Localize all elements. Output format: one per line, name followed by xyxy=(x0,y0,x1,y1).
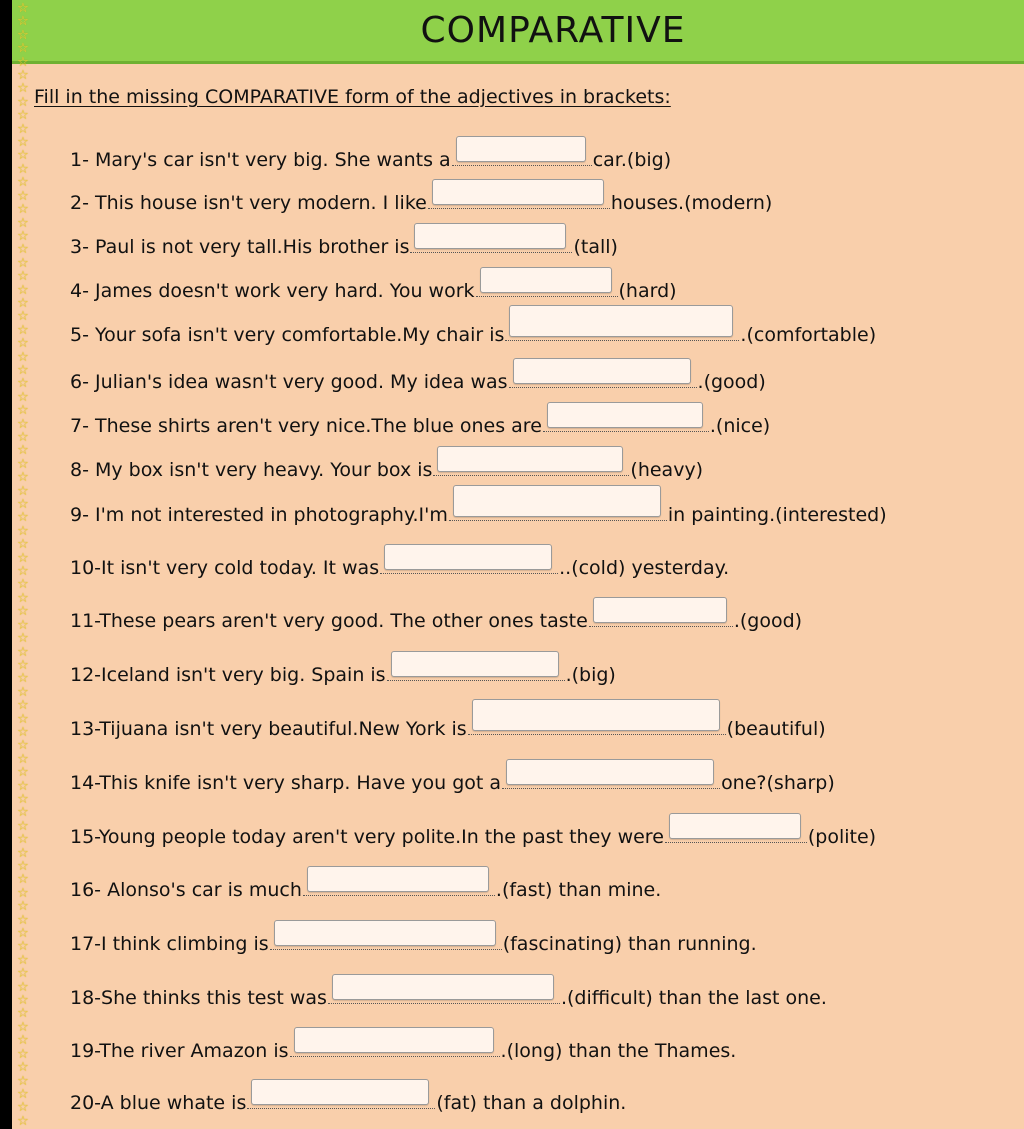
star-icon: ☆ xyxy=(17,27,29,43)
star-icon: ☆ xyxy=(17,805,29,821)
star-icon: ☆ xyxy=(17,443,29,459)
worksheet-page xyxy=(12,0,1024,1129)
answer-input[interactable] xyxy=(513,358,691,384)
exercise-item xyxy=(70,365,766,394)
answer-blank xyxy=(303,873,495,896)
star-icon: ☆ xyxy=(17,121,29,137)
star-icon: ☆ xyxy=(17,497,29,513)
answer-blank xyxy=(433,453,629,476)
star-icon: ☆ xyxy=(17,175,29,191)
item-prompt: 2- This house isn't very modern. I like xyxy=(70,192,427,214)
item-hint: .(big) xyxy=(565,664,616,686)
exercise-item xyxy=(70,230,618,259)
item-prompt: 9- I'm not interested in photography.I'm xyxy=(70,504,448,526)
answer-blank xyxy=(509,365,697,388)
answer-blank xyxy=(410,230,572,253)
star-icon: ☆ xyxy=(17,952,29,968)
answer-input[interactable] xyxy=(432,179,604,205)
star-icon: ☆ xyxy=(17,1073,29,1089)
star-icon: ☆ xyxy=(17,148,29,164)
exercise-item xyxy=(70,658,616,687)
item-prompt: 11-These pears aren't very good. The other ones taste xyxy=(70,610,588,632)
item-hint: (polite) xyxy=(807,826,877,848)
star-icon: ☆ xyxy=(17,349,29,365)
star-icon: ☆ xyxy=(17,430,29,445)
exercise-item xyxy=(70,274,677,303)
item-prompt: 3- Paul is not very tall.His brother is xyxy=(70,236,410,258)
star-icon: ☆ xyxy=(17,403,29,419)
item-prompt: 12-Iceland isn't very big. Spain is xyxy=(70,664,386,686)
star-icon: ☆ xyxy=(17,537,29,553)
star-icon: ☆ xyxy=(17,416,29,432)
star-icon: ☆ xyxy=(17,738,29,754)
answer-blank xyxy=(476,274,618,297)
item-prompt: 1- Mary's car isn't very big. She wants a xyxy=(70,149,451,171)
star-icon: ☆ xyxy=(17,322,29,338)
star-icon: ☆ xyxy=(17,979,29,995)
star-icon: ☆ xyxy=(17,604,29,620)
answer-input[interactable] xyxy=(414,223,566,249)
star-icon: ☆ xyxy=(17,993,29,1009)
star-icon: ☆ xyxy=(17,510,29,526)
exercise-item xyxy=(70,143,671,172)
item-hint: .(long) than the Thames. xyxy=(500,1040,737,1062)
answer-blank xyxy=(449,498,667,521)
star-icon: ☆ xyxy=(17,845,29,861)
star-icon: ☆ xyxy=(17,1,29,16)
item-hint: .(fast) than mine. xyxy=(495,879,662,901)
item-prompt: 7- These shirts aren't very nice.The blue ones are xyxy=(70,415,542,437)
star-icon: ☆ xyxy=(17,617,29,633)
star-icon: ☆ xyxy=(17,818,29,834)
star-icon: ☆ xyxy=(17,885,29,901)
item-hint: ..(cold) yesterday. xyxy=(559,557,730,579)
star-icon: ☆ xyxy=(17,161,29,177)
star-icon: ☆ xyxy=(17,242,29,258)
exercise-item xyxy=(70,820,876,849)
item-hint: (beautiful) xyxy=(726,718,826,740)
item-prompt: 8- My box isn't very heavy. Your box is xyxy=(70,459,433,481)
item-hint: one?(sharp) xyxy=(721,772,835,794)
star-icon: ☆ xyxy=(17,255,29,271)
answer-blank xyxy=(452,143,592,166)
star-icon: ☆ xyxy=(17,939,29,955)
star-icon: ☆ xyxy=(17,54,29,70)
star-icon: ☆ xyxy=(17,724,29,740)
star-icon: ☆ xyxy=(17,135,29,151)
answer-input[interactable] xyxy=(391,651,559,677)
star-icon: ☆ xyxy=(17,671,29,687)
exercise-item xyxy=(70,927,757,956)
star-icon: ☆ xyxy=(17,926,29,942)
answer-blank xyxy=(589,604,733,627)
item-prompt: 10-It isn't very cold today. It was xyxy=(70,557,380,579)
item-hint: .(comfortable) xyxy=(740,324,877,346)
star-icon: ☆ xyxy=(17,68,29,84)
star-icon: ☆ xyxy=(17,550,29,566)
star-icon: ☆ xyxy=(17,362,29,378)
item-prompt: 18-She thinks this test was xyxy=(70,987,327,1009)
star-icon: ☆ xyxy=(17,778,29,794)
star-icon: ☆ xyxy=(17,456,29,472)
item-prompt: 4- James doesn't work very hard. You work xyxy=(70,280,475,302)
answer-input[interactable] xyxy=(384,544,552,570)
star-icon: ☆ xyxy=(17,470,29,486)
star-icon: ☆ xyxy=(17,14,29,30)
star-icon: ☆ xyxy=(17,1100,29,1116)
star-icon: ☆ xyxy=(17,81,29,97)
star-icon: ☆ xyxy=(17,577,29,593)
answer-blank xyxy=(543,409,709,432)
star-icon: ☆ xyxy=(17,631,29,647)
answer-blank xyxy=(665,820,807,843)
star-icon: ☆ xyxy=(17,644,29,660)
exercise-item xyxy=(70,766,835,795)
star-icon: ☆ xyxy=(17,751,29,767)
exercise-item xyxy=(70,318,876,347)
star-icon: ☆ xyxy=(17,1033,29,1049)
answer-input[interactable] xyxy=(251,1079,429,1105)
item-hint: (tall) xyxy=(573,236,618,258)
star-icon: ☆ xyxy=(17,791,29,807)
exercise-item xyxy=(70,981,827,1010)
answer-input[interactable] xyxy=(506,759,714,785)
answer-input[interactable] xyxy=(294,1027,494,1053)
answer-input[interactable] xyxy=(509,305,733,337)
star-icon: ☆ xyxy=(17,1086,29,1102)
star-icon: ☆ xyxy=(17,389,29,405)
star-icon: ☆ xyxy=(17,832,29,848)
title-banner xyxy=(12,0,1024,64)
answer-blank xyxy=(247,1086,435,1109)
instructions: Fill in the missing COMPARATIVE form of the adjectives in brackets: xyxy=(34,86,671,108)
star-icon: ☆ xyxy=(17,564,29,580)
exercise-item xyxy=(70,873,661,902)
item-hint: in painting.(interested) xyxy=(667,504,887,526)
answer-blank xyxy=(502,766,720,789)
star-icon: ☆ xyxy=(17,1006,29,1022)
star-icon: ☆ xyxy=(17,899,29,915)
exercise-item xyxy=(70,551,729,580)
star-icon: ☆ xyxy=(17,684,29,700)
star-icon: ☆ xyxy=(17,202,29,218)
item-prompt: 19-The river Amazon is xyxy=(70,1040,289,1062)
star-icon: ☆ xyxy=(17,711,29,727)
answer-blank xyxy=(468,712,726,735)
answer-blank xyxy=(387,658,565,681)
answer-input[interactable] xyxy=(593,597,727,623)
exercise-item xyxy=(70,453,703,482)
item-hint: .(difficult) than the last one. xyxy=(560,987,827,1009)
star-icon: ☆ xyxy=(17,41,29,57)
star-icon: ☆ xyxy=(17,912,29,928)
page-title: COMPARATIVE xyxy=(420,10,686,51)
star-icon: ☆ xyxy=(17,590,29,606)
item-prompt: 17-I think climbing is xyxy=(70,933,269,955)
star-icon: ☆ xyxy=(17,108,29,124)
answer-input[interactable] xyxy=(437,446,623,472)
star-icon: ☆ xyxy=(17,376,29,392)
answer-input[interactable] xyxy=(307,866,489,892)
answer-input[interactable] xyxy=(669,813,801,839)
answer-input[interactable] xyxy=(332,974,554,1000)
star-icon: ☆ xyxy=(17,657,29,673)
answer-blank xyxy=(428,186,610,209)
star-icon: ☆ xyxy=(17,282,29,298)
item-hint: (heavy) xyxy=(630,459,704,481)
star-icon: ☆ xyxy=(17,483,29,499)
star-icon: ☆ xyxy=(17,295,29,311)
star-icon: ☆ xyxy=(17,188,29,204)
item-hint: .(nice) xyxy=(709,415,771,437)
item-hint: (hard) xyxy=(618,280,677,302)
answer-input[interactable] xyxy=(456,136,586,162)
star-icon: ☆ xyxy=(17,1046,29,1062)
star-icon: ☆ xyxy=(17,872,29,888)
answer-blank xyxy=(290,1034,500,1057)
star-icon: ☆ xyxy=(17,215,29,231)
item-hint: .(good) xyxy=(697,371,766,393)
star-icon: ☆ xyxy=(17,336,29,352)
star-icon: ☆ xyxy=(17,1019,29,1035)
item-prompt: 14-This knife isn't very sharp. Have you got a xyxy=(70,772,502,794)
item-prompt: 16- Alonso's car is much xyxy=(70,879,302,901)
answer-input[interactable] xyxy=(274,920,496,946)
star-icon: ☆ xyxy=(17,309,29,325)
answer-blank xyxy=(505,318,739,341)
exercise-item xyxy=(70,409,770,438)
star-icon: ☆ xyxy=(17,1113,29,1129)
star-icon: ☆ xyxy=(17,1060,29,1076)
exercise-item xyxy=(70,186,772,215)
star-icon: ☆ xyxy=(17,228,29,244)
star-icon: ☆ xyxy=(17,966,29,982)
item-prompt: 13-Tijuana isn't very beautiful.New York is xyxy=(70,718,467,740)
exercise-item xyxy=(70,712,826,741)
exercise-item xyxy=(70,604,802,633)
answer-input[interactable] xyxy=(453,485,661,517)
item-hint: houses.(modern) xyxy=(610,192,773,214)
star-icon: ☆ xyxy=(17,765,29,781)
item-prompt: 15-Young people today aren't very polite.In the past they were xyxy=(70,826,664,848)
item-prompt: 20-A blue whate is xyxy=(70,1092,247,1114)
star-icon: ☆ xyxy=(17,859,29,874)
item-prompt: 5- Your sofa isn't very comfortable.My chair is xyxy=(70,324,505,346)
item-hint: .(good) xyxy=(733,610,803,632)
answer-blank xyxy=(380,551,558,574)
star-border xyxy=(12,0,34,1129)
answer-input[interactable] xyxy=(480,267,612,293)
star-icon: ☆ xyxy=(17,94,29,110)
exercise-item xyxy=(70,1086,626,1115)
star-icon: ☆ xyxy=(17,269,29,285)
answer-blank xyxy=(328,981,560,1004)
exercise-item xyxy=(70,498,887,527)
star-icon: ☆ xyxy=(17,698,29,714)
exercise-item xyxy=(70,1034,736,1063)
item-hint: (fascinating) than running. xyxy=(502,933,757,955)
answer-input[interactable] xyxy=(547,402,703,428)
star-icon: ☆ xyxy=(17,523,29,539)
answer-blank xyxy=(270,927,502,950)
answer-input[interactable] xyxy=(472,699,720,731)
item-prompt: 6- Julian's idea wasn't very good. My idea was xyxy=(70,371,508,393)
item-hint: car.(big) xyxy=(592,149,672,171)
item-hint: (fat) than a dolphin. xyxy=(436,1092,627,1114)
